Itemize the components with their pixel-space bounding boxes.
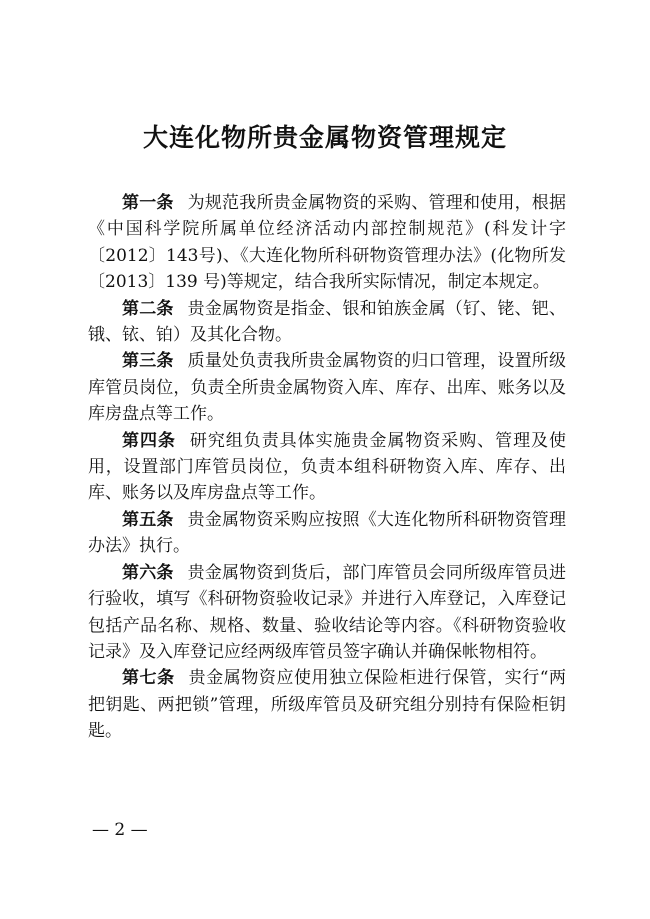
article-text: 质量处负责我所贵金属物资的归口管理，设置所级库管员岗位，负责全所贵金属物资入库、库存、出库、账务以及库房盘点等工作。 (88, 351, 566, 425)
article-text: 贵金属物资采购应按照《大连化物所科研物资管理办法》执行。 (88, 509, 566, 557)
article-text: 贵金属物资应使用独立保险柜进行保管，实行“两把钥匙、两把锁”管理，所级库管员及研究组分别持有保险柜钥匙。 (88, 668, 566, 742)
article-label: 第七条 (122, 668, 175, 689)
article-2 (88, 296, 566, 349)
article-text: 为规范我所贵金属物资的采购、管理和使用，根据《中国科学院所属单位经济活动内部控制规范》(科发计字〔2012〕143号)、《大连化物所科研物资管理办法》(化物所发〔2013〕139 号)等规定，结合我所实际情况，制定本规定。 (88, 193, 566, 293)
article-label: 第五条 (122, 509, 174, 530)
article-3 (88, 348, 566, 427)
article-label: 第一条 (122, 193, 174, 213)
document-body (88, 190, 566, 745)
document-title: 大连化物所贵金属物资管理规定 (142, 123, 507, 152)
article-text: 贵金属物资到货后，部门库管员会同所级库管员进行验收，填写《科研物资验收记录》并进行入库登记，入库登记包括产品名称、规格、数量、验收结论等内容。《科研物资验收记录》及入库登记应经两级库管员签字确认并确保帐物相符。 (88, 562, 566, 662)
article-label: 第三条 (122, 351, 174, 372)
article-text: 贵金属物资是指金、银和铂族金属（钌、铑、钯、锇、铱、铂）及其化合物。 (88, 298, 566, 346)
article-label: 第六条 (122, 562, 174, 583)
page-number: — 2 — (92, 820, 148, 840)
article-4 (88, 428, 566, 507)
article-5 (88, 507, 566, 560)
article-6 (88, 560, 566, 666)
article-text: 研究组负责具体实施贵金属物资采购、管理及使用，设置部门库管员岗位，负责本组科研物资入库、库存、出库、账务以及库房盘点等工作。 (88, 430, 567, 504)
article-1 (88, 190, 566, 296)
article-7 (88, 665, 566, 744)
article-label: 第四条 (122, 430, 176, 451)
article-label: 第二条 (122, 298, 174, 319)
